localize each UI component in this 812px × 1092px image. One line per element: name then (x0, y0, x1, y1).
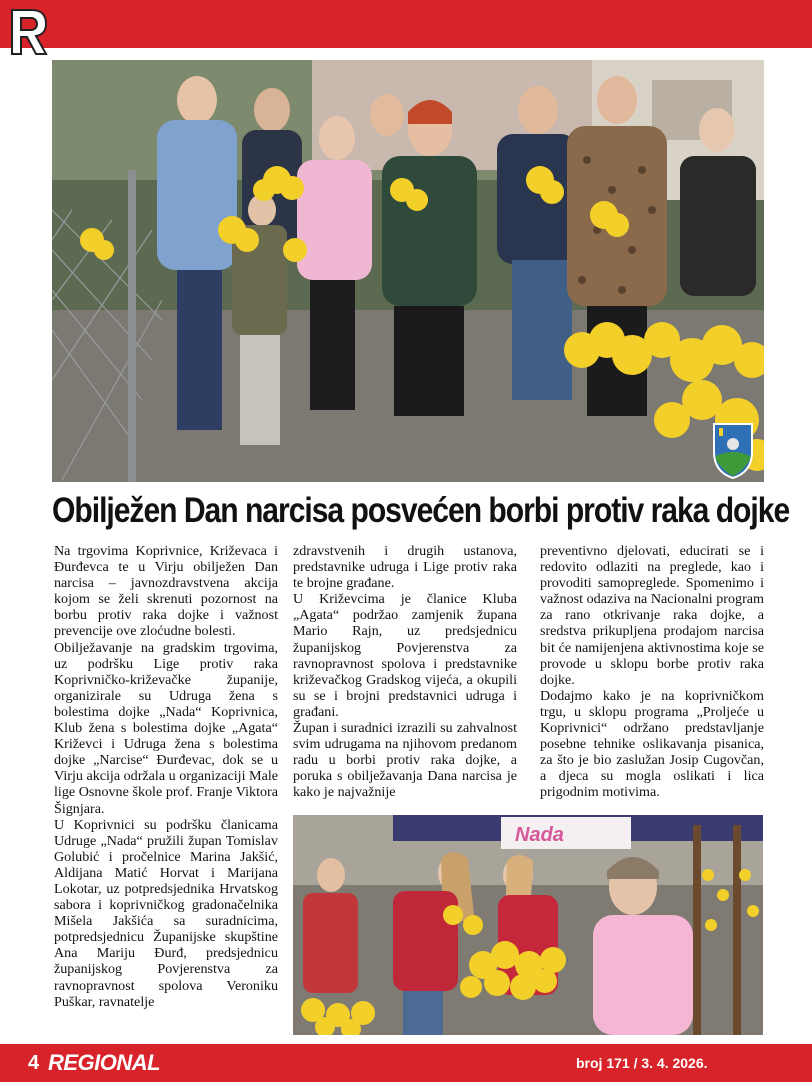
article-paragraph: preventivno djelovati, educirati se i redovito odlaziti na preglede, kao i provoditi samopreglede. Spomenimo i važnost odaziva na Nacionalni program za rano otkrivanje raka dojke, a sredstva prikupljena prodajom narcisa bit će namijenjena aktivnostima koje se provode u sklopu borbe protiv raka dojke. (540, 543, 764, 688)
page-number: 4 (28, 1052, 40, 1074)
regional-r-logo (6, 4, 48, 58)
article-paragraph: Župan i suradnici izrazili su zahvalnost svim udrugama na njihovom predanom radu u borbi protiv raka dojke, a poruka s obilježavanja Dana narcisa je kako je najvažnije (293, 720, 517, 801)
secondary-photo-daffodil-stand (293, 815, 763, 1035)
article-column-1 (54, 543, 278, 1035)
article-paragraph: Dodajmo kako je na koprivničkom trgu, u sklopu programa „Proljeće u Koprivnici“ održano predstavljanje posebne tehnike oslikavanja pisanica, za što je bio zaslužan Josip Cugovčan, a djeca su mogla oslikati i lica prigodnim motivima. (540, 687, 764, 801)
nada-banner-text: Nada (515, 824, 564, 846)
article-paragraph: Obilježavanje na gradskim trgovima, uz podršku Lige protiv raka Koprivničko-križevačke županije, organizirale su Udruga žena s bolestima dojke „Nada“ Koprivnica, Klub žena s bolestima dojke „Agata“ Križevci i Udruga žena s bolestima dojke „Narcise“ Đurđevac, dok se u Virju akcija održala u organizaciji Male lige Osnovne škole prof. Franje Viktora Šignjara. (54, 639, 278, 817)
brand-logo-text: REGIONAL (48, 1050, 161, 1075)
article-headline: Obilježen Dan narcisa posvećen borbi protiv raka dojke (52, 491, 790, 530)
issue-info: broj 171 / 3. 4. 2026. (576, 1055, 708, 1071)
article-paragraph: U Koprivnici su podršku članicama Udruge „Nada“ pružili župan Tomislav Golubić i pročelnice Marina Jakšić, Aldijana Matić Horvat i Marijana Lokotar, uz potpredsjednika Hrvatskog sabora i koprivničkog gradonačelnika Mišela Jakšića sa suradnicima, potpredsjednicu Županijske skupštine Ana Mariju Đurđ, predsjednicu županijskog Povjerenstva za ravnopravnost spolova Veroniku Puškar, ravnatelje (54, 816, 278, 1010)
article-column-2 (293, 543, 517, 811)
article-paragraph: zdravstvenih i drugih ustanova, predstavnike udruga i Lige protiv raka te brojne građane. (293, 543, 517, 592)
article-column-3 (540, 543, 764, 811)
article-paragraph: Na trgovima Koprivnice, Križevaca i Đurđevca te u Virju obilježen Dan narcisa – javnozdravstvena akcija kojom se želi skrenuti pozornost na borbu protiv raka dojke i važnost prevencije ove zloćudne bolesti. (54, 543, 278, 640)
article-paragraph: U Križevcima je članice Kluba „Agata“ podržao zamjenik župana Mario Rajn, uz predsjednicu županijskog Povjerenstva za ravnopravnost spolova i predstavnike križevačkog Gradskog vijeća, a okupili su se i brojni predstavnici udruga i građani. (293, 591, 517, 720)
main-photo-group-with-daffodils (52, 60, 764, 482)
header-red-bar (0, 0, 812, 48)
